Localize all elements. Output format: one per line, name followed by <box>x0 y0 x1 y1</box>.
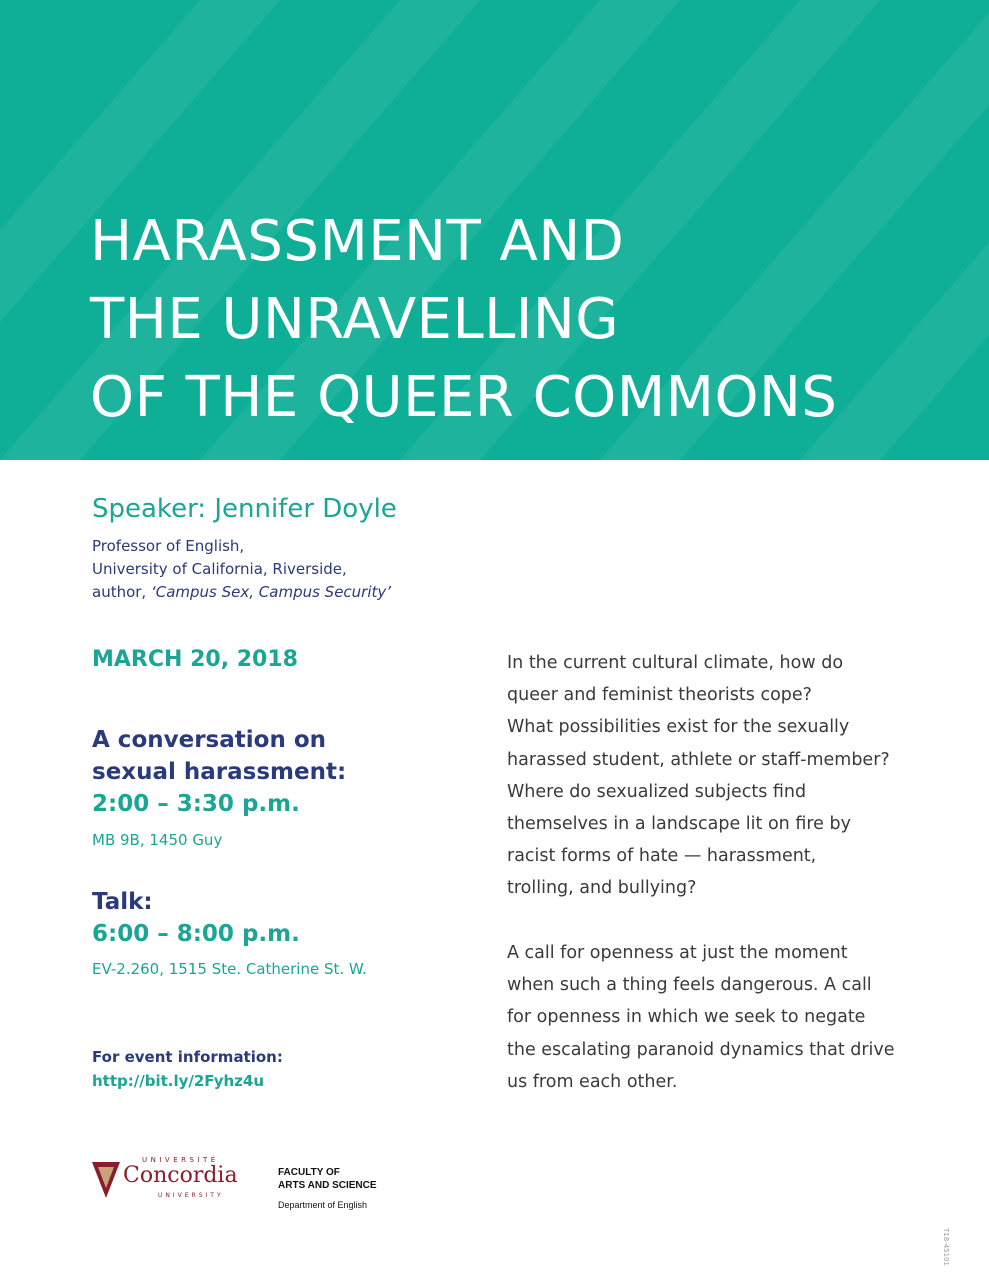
description-paragraph-2 <box>507 937 895 1098</box>
description-line: In the current cultural climate, how do <box>507 653 844 673</box>
event-title <box>90 203 837 437</box>
logo-top-text: UNIVERSITÉ <box>142 1156 219 1164</box>
speaker-heading: Speaker: Jennifer Doyle <box>92 494 397 524</box>
bio-line: University of California, Riverside, <box>92 560 347 578</box>
conversation-location: MB 9B, 1450 Guy <box>92 831 223 849</box>
faculty-name <box>278 1166 377 1192</box>
faculty-line: FACULTY OF <box>278 1167 340 1178</box>
event-info-label: For event information: <box>92 1048 283 1066</box>
description-line: themselves in a landscape lit on fire by <box>507 814 851 835</box>
conversation-time: 2:00 – 3:30 p.m. <box>92 791 300 817</box>
conversation-title-line-2: sexual harassment: <box>92 759 347 785</box>
description-line: the escalating paranoid dynamics that drive <box>507 1039 895 1060</box>
description-line: for openness in which we seek to negate <box>507 1007 866 1028</box>
talk-location: EV-2.260, 1515 Ste. Catherine St. W. <box>92 960 367 978</box>
talk-title: Talk: <box>92 889 153 915</box>
title-line-2: THE UNRAVELLING <box>90 287 620 352</box>
talk-time: 6:00 – 8:00 p.m. <box>92 921 300 947</box>
title-line-1: HARASSMENT AND <box>90 209 625 274</box>
event-date: MARCH 20, 2018 <box>92 647 298 672</box>
description-line: harassed student, athlete or staff-member? <box>507 749 890 770</box>
concordia-logo <box>90 1156 260 1206</box>
bio-author-prefix: author, <box>92 583 151 601</box>
book-title: ‘Campus Sex, Campus Security’ <box>150 583 392 601</box>
department-name: Department of English <box>278 1200 368 1210</box>
conversation-title-line-1: A conversation on <box>92 727 326 753</box>
title-line-3: OF THE QUEER COMMONS <box>90 365 838 430</box>
concordia-shield-icon <box>90 1160 122 1200</box>
description-line: A call for openness at just the moment <box>507 943 848 963</box>
print-code: T18-45101 <box>942 1228 950 1266</box>
description-line: trolling, and bullying? <box>507 878 697 899</box>
description-line: us from each other. <box>507 1071 678 1092</box>
description-line: racist forms of hate — harassment, <box>507 846 817 867</box>
description-line: What possibilities exist for the sexually <box>507 717 850 738</box>
description-line: queer and feminist theorists cope? <box>507 685 812 706</box>
header-banner <box>0 0 989 460</box>
bio-line: Professor of English, <box>92 537 245 555</box>
description-line: Where do sexualized subjects find <box>507 781 807 802</box>
faculty-line: ARTS AND SCIENCE <box>278 1180 377 1191</box>
bio-line <box>92 581 391 604</box>
speaker-bio <box>92 535 391 604</box>
description-line: when such a thing feels dangerous. A call <box>507 975 872 996</box>
logo-bottom-text: UNIVERSITY <box>158 1192 224 1199</box>
event-info-link[interactable]: http://bit.ly/2Fyhz4u <box>92 1072 265 1090</box>
logo-wordmark: Concordia <box>123 1163 238 1188</box>
description-paragraph-1 <box>507 647 890 905</box>
